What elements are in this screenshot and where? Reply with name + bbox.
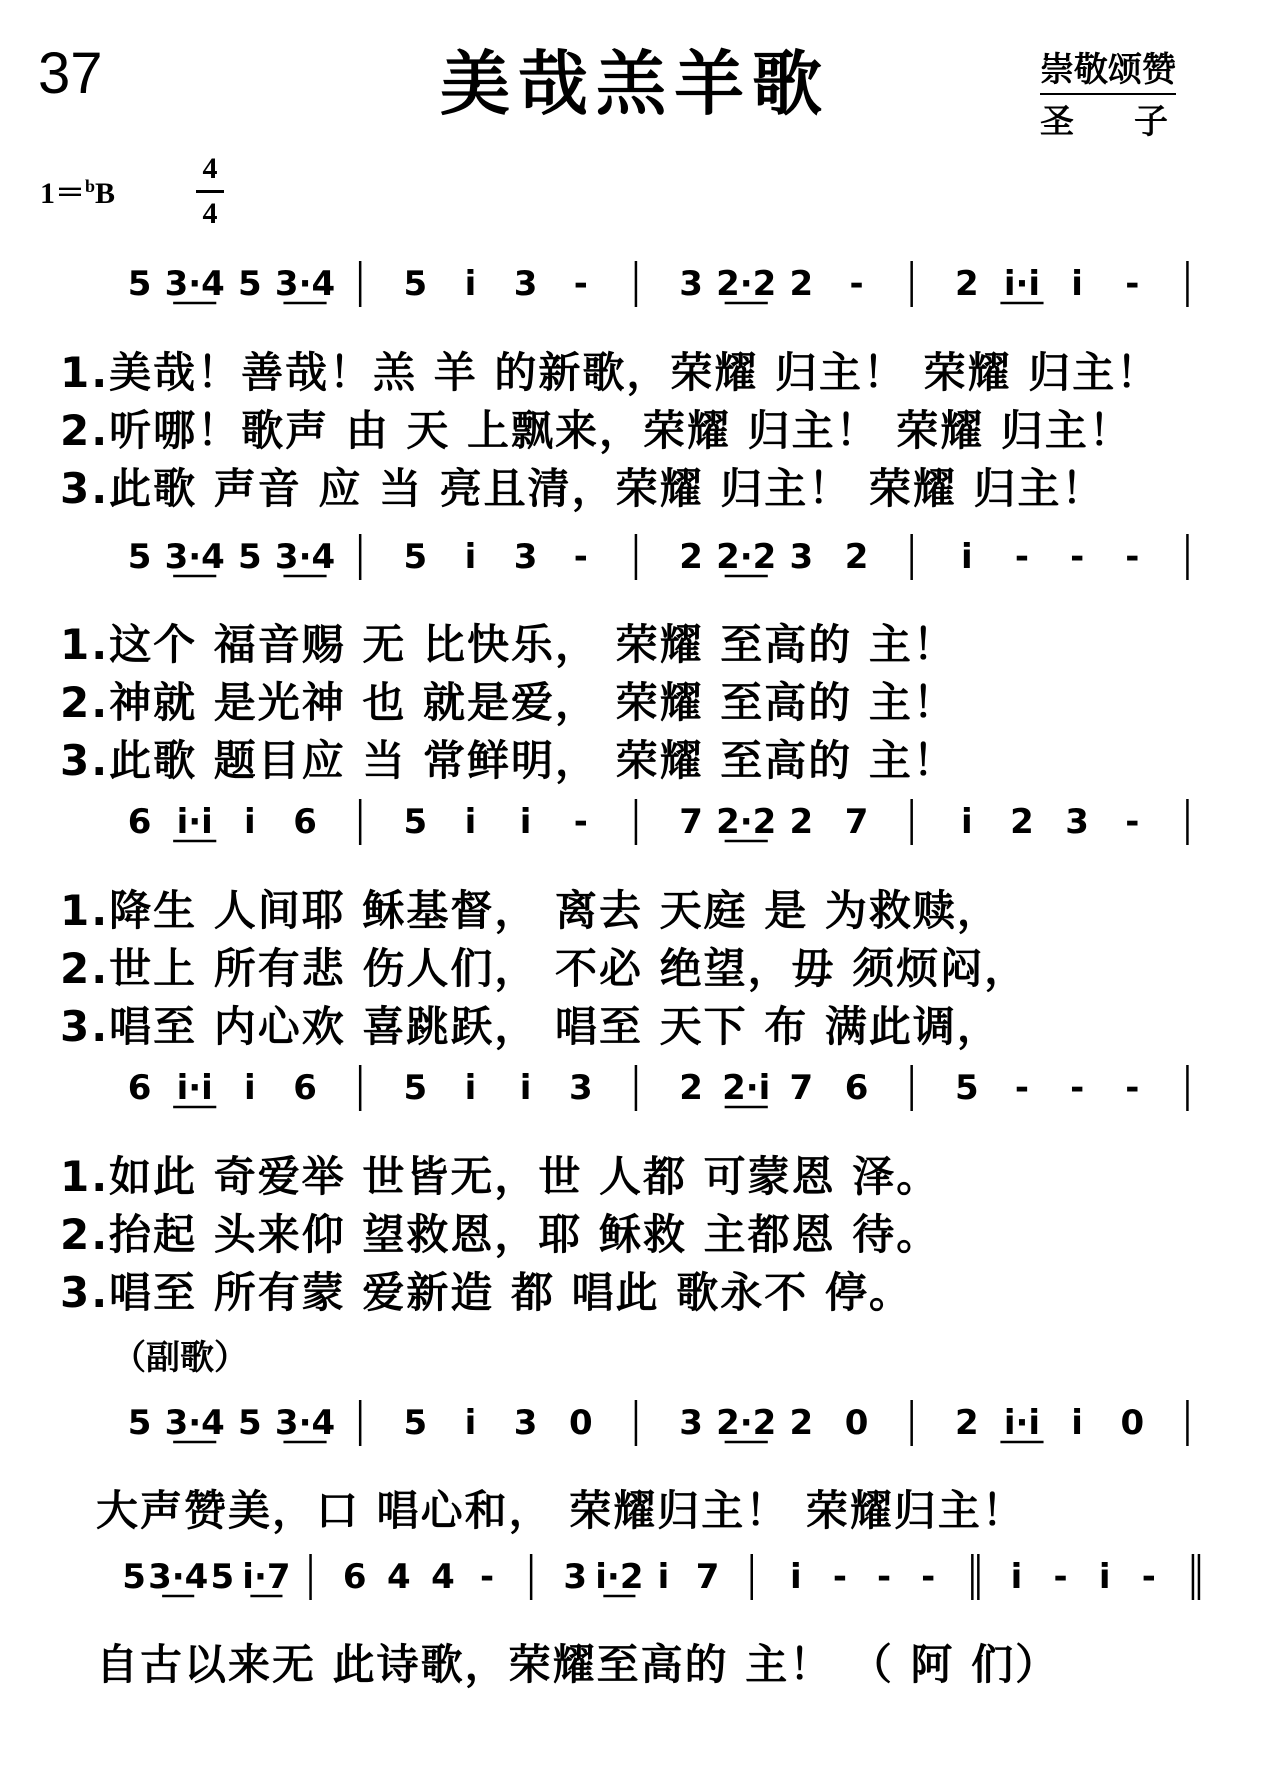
lyric-line: 2.听哪！歌声 由 天 上飘来，荣耀 归主！ 荣耀 归主！ (60, 406, 1133, 455)
note-token: i (464, 1403, 477, 1443)
note-token: 6 (293, 802, 317, 842)
note-token: 2 (679, 537, 703, 577)
note-token: 0 (1120, 1403, 1145, 1443)
note-token: 2 (789, 264, 814, 304)
note-token: 5 (403, 802, 428, 842)
note-token: - (921, 1557, 936, 1597)
note-token: 3 (513, 264, 538, 304)
note-token: 2 (789, 802, 814, 842)
note-token: 5 (238, 1403, 262, 1443)
note-token: 5 (127, 264, 152, 304)
note-token: i·2 (595, 1557, 644, 1597)
note-token: 3 (1065, 802, 1089, 842)
note-token: 5 (403, 1068, 428, 1108)
note-token: 2 (844, 537, 869, 577)
note-token: i (960, 802, 973, 842)
hymn-category: 崇敬颂赞 (1040, 42, 1176, 95)
note-token: 7 (695, 1557, 720, 1597)
note-token: - (573, 537, 588, 577)
note-token: - (1070, 1068, 1085, 1108)
note-token: 6 (342, 1557, 367, 1597)
note-token: 3 (513, 1403, 538, 1443)
note-token: i·i (176, 802, 213, 842)
note-token: 3 (679, 264, 703, 304)
note-token: 3 (679, 1403, 703, 1443)
note-token: 2·i (722, 1068, 771, 1108)
note-token: - (849, 264, 864, 304)
note-token: 7 (679, 802, 703, 842)
note-token: - (1141, 1557, 1156, 1597)
note-token: 6 (293, 1068, 317, 1108)
note-token: - (1070, 537, 1085, 577)
lyric-line: 2.抬起 头来仰 望救恩，耶 稣救 主都恩 待。 (60, 1210, 941, 1259)
note-token: - (573, 264, 588, 304)
note-token: i (960, 537, 973, 577)
note-token: 3 (563, 1557, 588, 1597)
note-token: 2 (1010, 802, 1034, 842)
note-token: i (244, 802, 256, 842)
note-token: - (573, 802, 588, 842)
note-token: - (1125, 264, 1140, 304)
lyric-line: 1.降生 人间耶 稣基督， 离去 天庭 是 为救赎， (60, 886, 1001, 935)
note-token: 4 (431, 1557, 455, 1597)
note-token: - (1125, 1068, 1140, 1108)
lyric-line: 3.唱至 内心欢 喜跳跃， 唱至 天下 布 满此调， (60, 1002, 1001, 1051)
note-token: 2·2 (716, 264, 777, 304)
note-token: - (1014, 537, 1030, 577)
note-token: i (1010, 1557, 1023, 1597)
note-token: 5 (122, 1557, 146, 1597)
note-token: - (1053, 1557, 1068, 1597)
note-token: 3·4 (164, 1403, 225, 1443)
note-token: i·i (176, 1068, 213, 1108)
note-token: 5 (127, 537, 152, 577)
note-token: 2 (954, 264, 979, 304)
hymn-author: 圣子 (1040, 102, 1228, 142)
note-token: 4 (386, 1557, 411, 1597)
note-token: 5 (210, 1557, 235, 1597)
lyric-line: 3.此歌 声音 应 当 亮且清，荣耀 归主！ 荣耀 归主！ (60, 464, 1106, 513)
note-token: 2 (679, 1068, 703, 1108)
note-token: - (832, 1557, 848, 1597)
note-token: 2·2 (716, 1403, 777, 1443)
note-token: i (244, 1068, 256, 1108)
hymn-number: 37 (38, 41, 103, 106)
lyric-line: 1.美哉！善哉！羔 羊 的新歌，荣耀 归主！ 荣耀 归主！ (60, 348, 1161, 397)
note-token: 5 (127, 1403, 152, 1443)
lyric-line: 2.世上 所有悲 伤人们， 不必 绝望，毋 须烦闷， (60, 944, 1029, 993)
note-token: 3·4 (274, 537, 336, 577)
time-signature-top: 4 (202, 152, 218, 185)
note-token: 0 (568, 1403, 593, 1443)
lyric-line: 1.这个 福音赐 无 比快乐， 荣耀 至高的 主！ (60, 620, 957, 669)
note-token: - (1125, 802, 1140, 842)
note-token: 3·4 (148, 1557, 209, 1597)
note-token: 2·2 (716, 537, 777, 577)
lyric-line: 3.此歌 题目应 当 常鲜明， 荣耀 至高的 主！ (60, 736, 957, 785)
chorus-lyric-line: 大声赞美，口 唱心和， 荣耀归主！ 荣耀归主！ (96, 1486, 1026, 1535)
note-token: 5 (954, 1068, 979, 1108)
note-token: i (1098, 1557, 1111, 1597)
note-token: 5 (403, 264, 428, 304)
note-token: i (464, 802, 477, 842)
note-token: 5 (403, 1403, 428, 1443)
note-token: 5 (403, 537, 428, 577)
note-token: i (1071, 264, 1083, 304)
note-token: - (479, 1557, 495, 1597)
note-token: i·i (1003, 1403, 1041, 1443)
note-token: i (1071, 1403, 1083, 1443)
note-token: i (519, 802, 532, 842)
note-token: 3 (513, 537, 538, 577)
note-token: 3 (789, 537, 814, 577)
note-token: i·i (1003, 264, 1041, 304)
note-token: 3 (568, 1068, 593, 1108)
note-token: 2 (954, 1403, 979, 1443)
note-token: i (790, 1557, 802, 1597)
lyric-line: 1.如此 奇爱举 世皆无，世 人都 可蒙恩 泽。 (60, 1152, 941, 1201)
note-token: 2 (789, 1403, 814, 1443)
note-token: 5 (238, 537, 262, 577)
note-token: - (877, 1557, 892, 1597)
note-token: 3·4 (274, 264, 336, 304)
note-token: 7 (844, 802, 869, 842)
note-token: i (464, 537, 477, 577)
note-token: 5 (238, 264, 262, 304)
lyric-line: 3.唱至 所有蒙 爱新造 都 唱此 歌永不 停。 (60, 1268, 913, 1317)
note-token: 7 (789, 1068, 814, 1108)
time-signature-bottom: 4 (202, 197, 218, 230)
note-token: 3·4 (164, 264, 225, 304)
note-token: i (464, 1068, 477, 1108)
note-token: 6 (127, 802, 152, 842)
chorus-label: （副歌） (112, 1338, 248, 1378)
note-token: 0 (844, 1403, 869, 1443)
note-token: i·7 (242, 1557, 291, 1597)
note-token: 6 (844, 1068, 869, 1108)
note-token: 2·2 (716, 802, 777, 842)
note-token: - (1014, 1068, 1030, 1108)
note-token: i (464, 264, 477, 304)
chorus-lyric-line: 自古以来无 此诗歌，荣耀至高的 主！ （ 阿 们） (96, 1640, 1060, 1689)
key-signature: 1＝$^b$B (40, 176, 116, 210)
hymn-title: 美哉羔羊歌 (440, 43, 830, 125)
note-token: 6 (127, 1068, 152, 1108)
note-token: i (519, 1068, 532, 1108)
note-token: 3·4 (164, 537, 225, 577)
note-token: i (657, 1557, 670, 1597)
note-token: - (1125, 537, 1140, 577)
lyric-line: 2.神就 是光神 也 就是爱， 荣耀 至高的 主！ (60, 678, 957, 727)
note-token: 3·4 (274, 1403, 336, 1443)
